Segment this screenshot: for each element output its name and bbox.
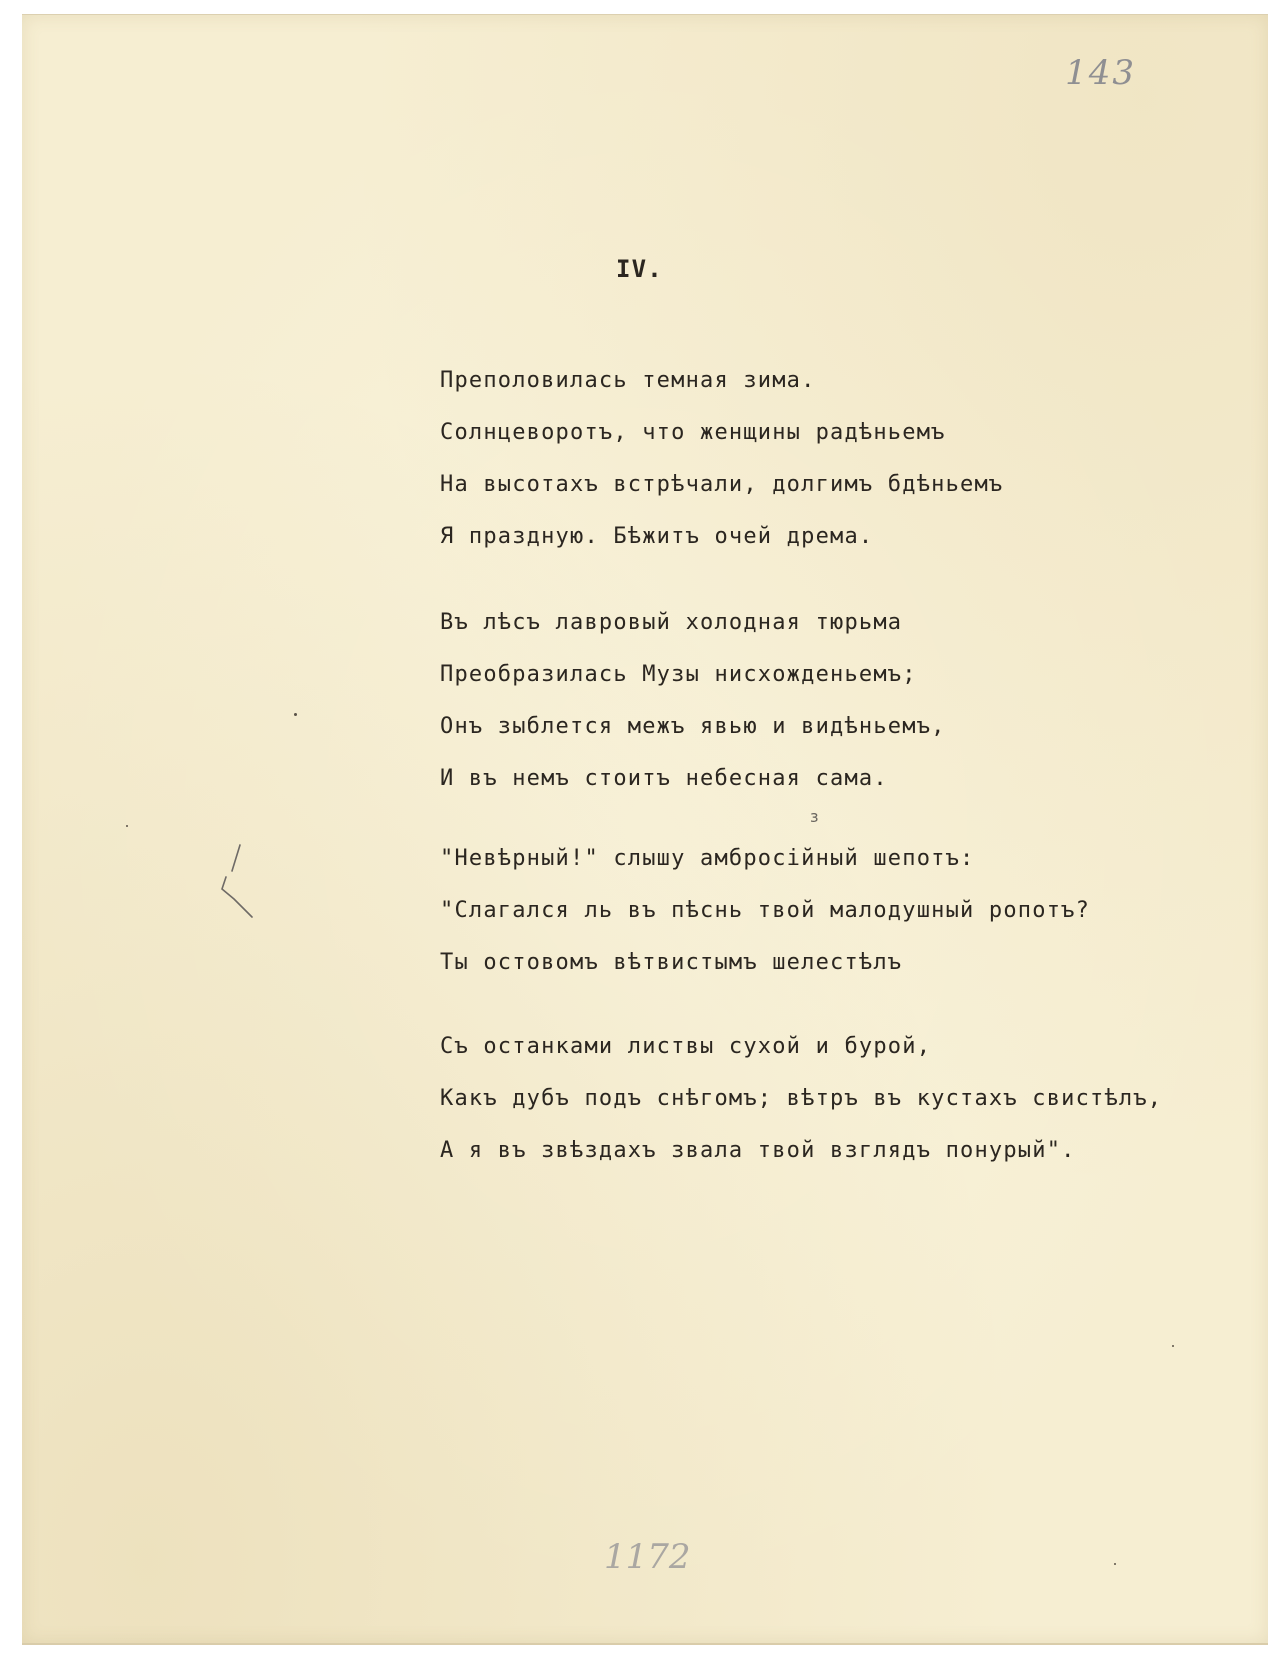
manuscript-page — [22, 14, 1268, 1645]
paper-speck — [126, 825, 128, 827]
verse-line: Какъ дубъ подъ снѣгомъ; вѣтръ въ кустахъ свистѣлъ, — [440, 1086, 1163, 1111]
verse-line: Ты остовомъ вѣтвистымъ шелестѣлъ — [440, 950, 903, 975]
verse-line: Съ останками листвы сухой и бурой, — [440, 1034, 932, 1059]
verse-line: Солнцеворотъ, что женщины радѣньемъ — [440, 420, 946, 445]
stanza-3 — [440, 833, 1090, 989]
verse-line: Онъ зыблется межъ явью и видѣньемъ, — [440, 714, 946, 739]
section-number: IV. — [616, 255, 663, 283]
paper-speck — [294, 713, 297, 716]
verse-line: Преполовилась темная зима. — [440, 368, 816, 393]
verse-line: Преобразилась Музы нисхожденьемъ; — [440, 662, 917, 687]
verse-line: Въ лѣсъ лавровый холодная тюрьма — [440, 610, 903, 635]
archive-number: 1172 — [604, 1537, 691, 1577]
correction-mark: з — [810, 807, 819, 826]
stanza-1 — [440, 355, 1003, 563]
verse-line: Я праздную. Бѣжитъ очей дрема. — [440, 524, 874, 549]
stanza-2 — [440, 597, 946, 805]
margin-pencil-mark — [218, 841, 258, 921]
paper-speck — [1172, 1345, 1174, 1347]
verse-line: "Невѣрный!" слышу амбросійный шепотъ: — [440, 846, 975, 871]
verse-line: И въ немъ стоитъ небесная сама. — [440, 766, 888, 791]
verse-line: "Слагался ль въ пѣснь твой малодушный ропотъ? — [440, 898, 1091, 923]
verse-line: На высотахъ встрѣчали, долгимъ бдѣньемъ — [440, 472, 1004, 497]
folio-number: 143 — [1065, 53, 1136, 93]
verse-line: А я въ звѣздахъ звала твой взглядъ понурый". — [440, 1138, 1076, 1163]
stanza-4 — [440, 1021, 1162, 1177]
paper-speck — [1114, 1563, 1116, 1565]
